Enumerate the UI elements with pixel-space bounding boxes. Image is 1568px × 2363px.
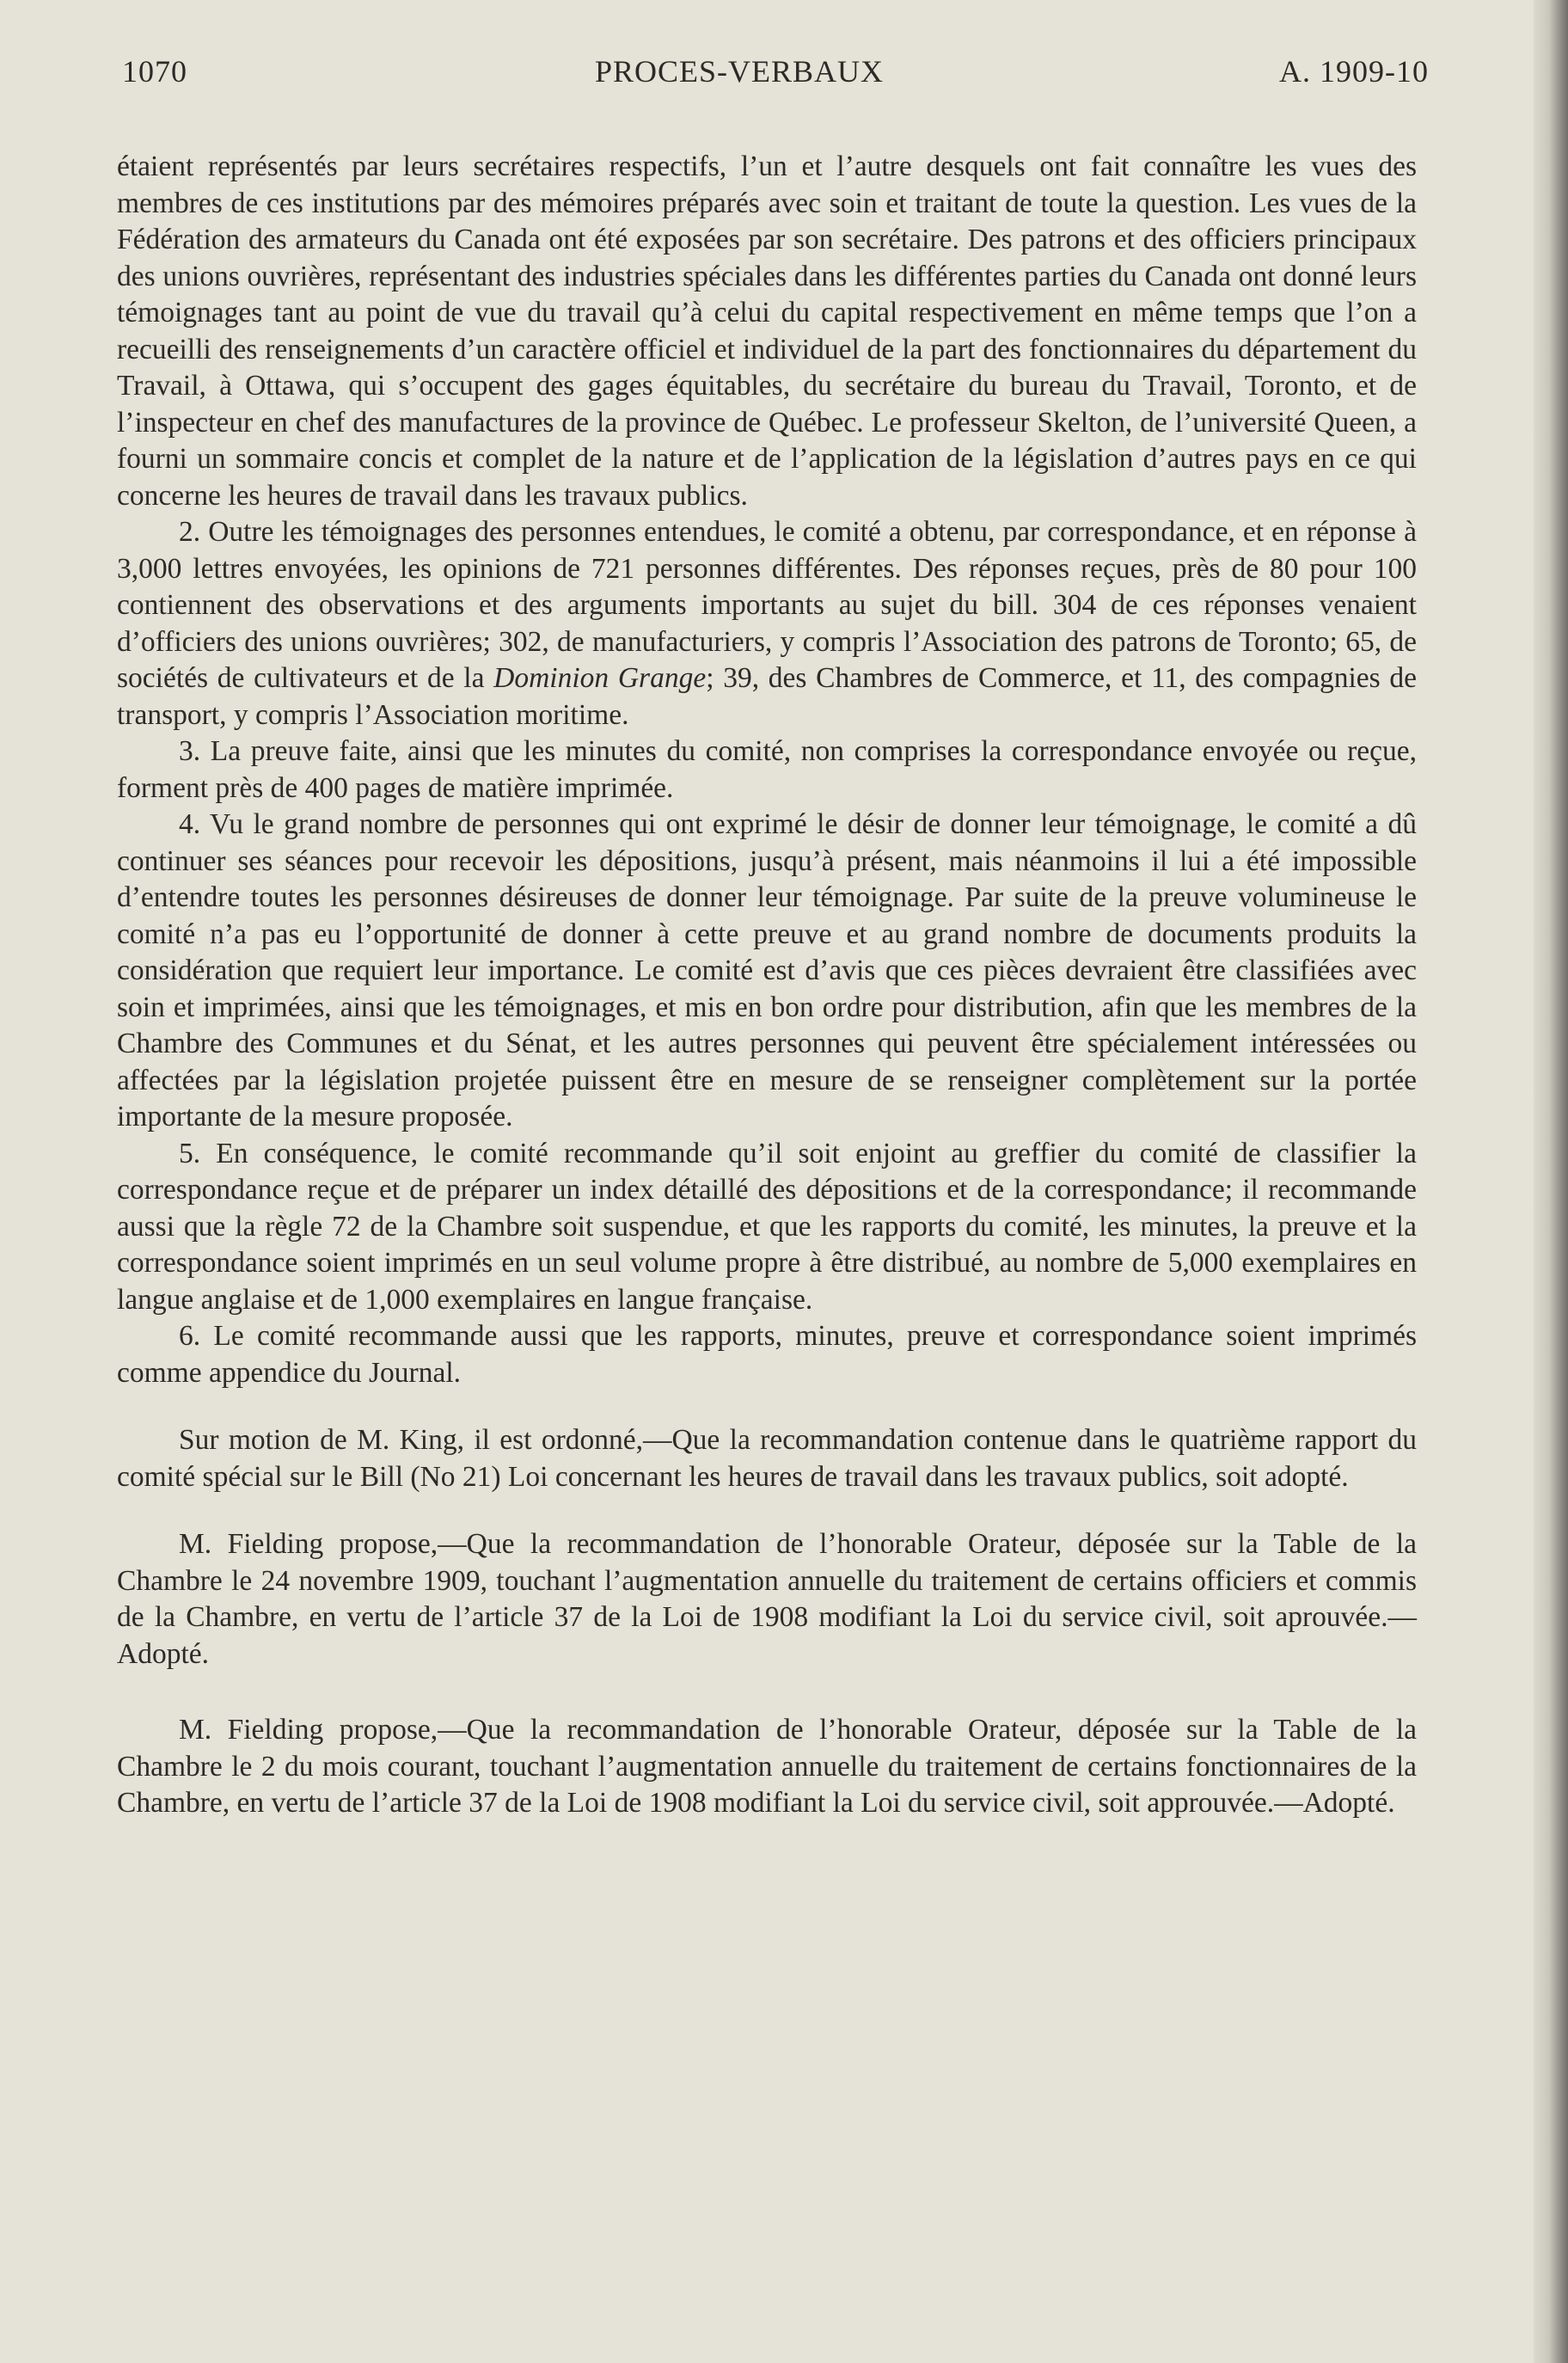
paragraph-2 [117, 514, 1417, 733]
running-title: PROCES-VERBAUX [595, 54, 885, 89]
session-year: A. 1909-10 [1279, 54, 1429, 89]
dominion-grange-italic: Dominion Grange [493, 662, 707, 694]
paragraph-6: 6. Le comité recommande aussi que les rapports, minutes, preuve et correspondance soient imprimés comme appendice du Journal. [117, 1320, 1417, 1389]
motion-king: Sur motion de M. King, il est ordonné,—Que la recommandation contenue dans le quatrième rapport du comité spécial sur le Bill (No 21) Loi concernant les heures de travail dans les travaux publics, soit adopté. [117, 1424, 1417, 1493]
page-header [113, 53, 1429, 105]
paragraph-2-text: 2. Outre les témoignages des personnes entendues, le comité a obtenu, par correspondance, et en réponse à 3,000 lettres envoyées, les opinions de 721 personnes différentes. Des réponses reçues, près de 80 pour 100 contiennent des observations et des arguments importants au sujet du bill. 304 de ces réponses venaient d’officiers des unions ouvrières; 302, de manufacturiers, y compris l’Association des patrons de Toronto; 65, de sociétés de cultivateurs et de la [117, 516, 1417, 694]
paragraph-continuation: étaient représentés par leurs secrétaires respectifs, l’un et l’autre desquels ont fait connaître les vues des membres de ces institutions par des mémoires préparés avec soin et traitant de toute la question. Les vues de la Fédération des armateurs du Canada ont été exposées par son secrétaire. Des patrons et des officiers principaux des unions ouvrières, représentant des industries spéciales dans les différentes parties du Canada ont donné leurs témoignages tant au point de vue du travail qu’à celui du capital respectivement en même temps que l’on a recueilli des renseignements d’un caractère officiel et individuel de la part des fonctionnaires du département du Travail, à Ottawa, qui s’occupent des gages équitables, du secrétaire du bureau du Travail, Toronto, et de l’inspecteur en chef des manufactures de la province de Québec. Le professeur Skelton, de l’université Queen, a fourni un sommaire concis et complet de la nature et de l’application de la législation d’autres pays en ce qui concerne les heures de travail dans les travaux publics. [117, 150, 1417, 512]
motion-fielding-officers: M. Fielding propose,—Que la recommandation de l’honorable Orateur, déposée sur la Table de la Chambre le 24 novembre 1909, touchant l’augmentation annuelle du traitement de certains officiers et commis de la Chambre, en vertu de l’article 37 de la Loi de 1908 modifiant la Loi du service civil, soit aprouvée.—Adopté. [117, 1528, 1417, 1670]
page-number: 1070 [122, 54, 187, 89]
body-text [117, 149, 1417, 1822]
paragraph-3: 3. La preuve faite, ainsi que les minutes du comité, non comprises la correspondance envoyée ou reçue, forment près de 400 pages de matière imprimée. [117, 735, 1417, 804]
paragraph-4: 4. Vu le grand nombre de personnes qui ont exprimé le désir de donner leur témoignage, le comité a dû continuer ses séances pour recevoir les dépositions, jusqu’à présent, mais néanmoins il lui a été impossible d’entendre toutes les personnes désireuses de donner leur témoignage. Par suite de la preuve volumineuse le comité n’a pas eu l’opportunité de donner à cette preuve et au grand nombre de documents produits la considération que requiert leur importance. Le comité est d’avis que ces pièces devraient être classifiées avec soin et imprimées, ainsi que les témoignages, et mis en bon ordre pour distribution, afin que les membres de la Chambre des Communes et du Sénat, et les autres personnes qui peuvent être spécialement intéressées ou affectées par la législation projetée puissent être en mesure de se renseigner complètement sur la portée importante de la mesure proposée. [117, 808, 1417, 1132]
paragraph-5: 5. En conséquence, le comité recommande qu’il soit enjoint au greffier du comité de classifier la correspondance reçue et de préparer un index détaillé des dépositions et de la correspondance; il recommande aussi que la règle 72 de la Chambre soit suspendue, et que les rapports du comité, les minutes, la preuve et la correspondance soient imprimés en un seul volume propre à être distribué, au nombre de 5,000 exemplaires en langue anglaise et de 1,000 exemplaires en langue française. [117, 1137, 1417, 1316]
page-edge-shadow [1534, 0, 1568, 2363]
motion-fielding-functionaries: M. Fielding propose,—Que la recommandation de l’honorable Orateur, déposée sur la Table de la Chambre le 2 du mois courant, touchant l’augmentation annuelle du traitement de certains fonctionnaires de la Chambre, en vertu de l’article 37 de la Loi de 1908 modifiant la Loi du service civil, soit approuvée.—Adopté. [117, 1714, 1417, 1819]
paragraph-2-text-end: ; 39, des Chambres de Commerce, et 11, des compagnies de transport, y compris l’Association moritime. [117, 662, 1417, 731]
